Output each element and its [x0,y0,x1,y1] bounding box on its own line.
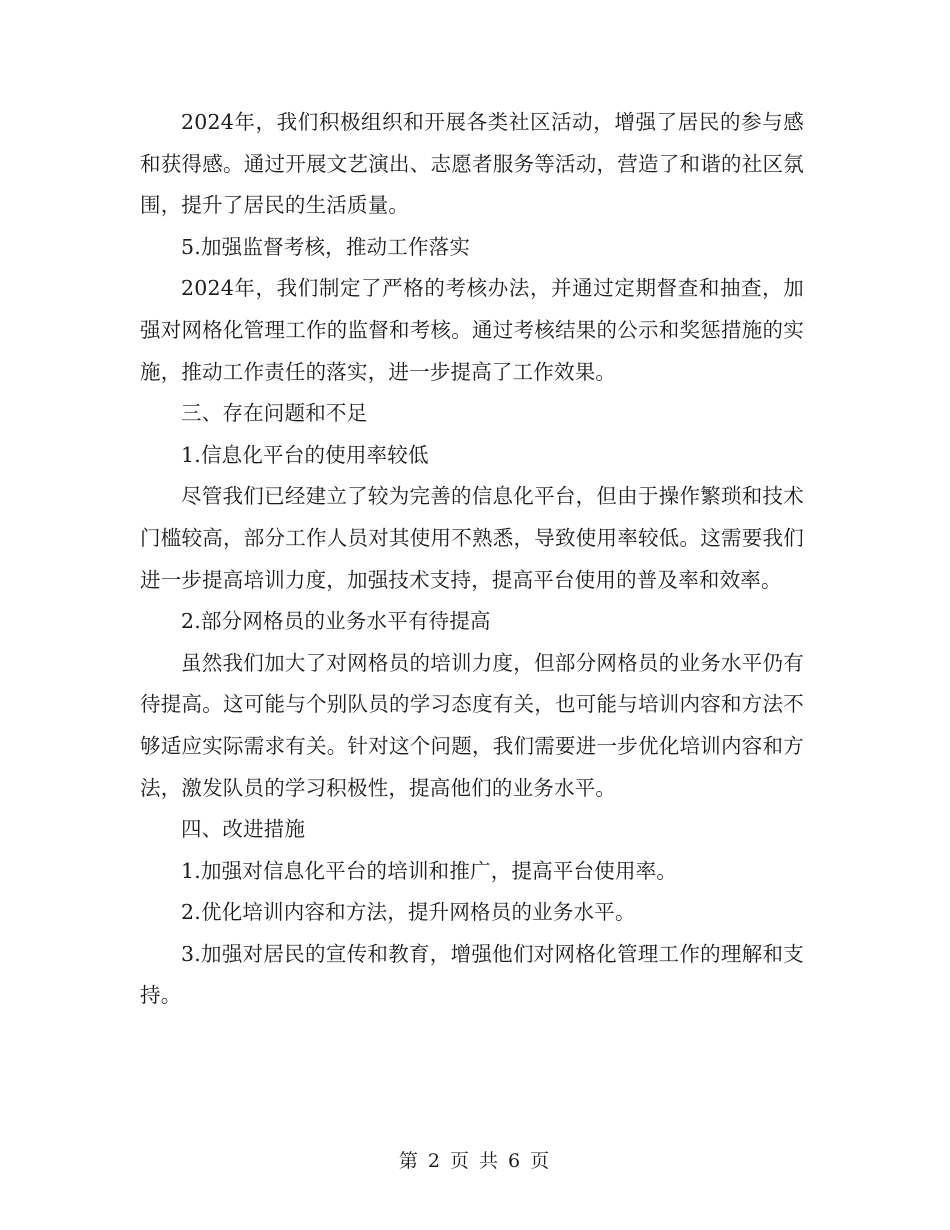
heading-staff-skills: 2.部分网格员的业务水平有待提高 [181,609,491,634]
section-heading-improvements: 四、改进措施 [181,817,306,842]
heading-platform-usage: 1.信息化平台的使用率较低 [181,442,429,467]
paragraph-supervision: 2024年，我们制定了严格的考核办法，并通过定期督查和抽查，加强对网格化管理工作的监督和考核。通过考核结果的公示和奖惩措施的实施，推动工作责任的落实，进一步提高了工作效果。 [140,276,804,384]
page-number-label: 第 2 页 共 6 页 [398,1150,552,1172]
list-item-improvement-3: 3.加强对居民的宣传和教育，增强他们对网格化管理工作的理解和支持。 [140,941,804,1008]
heading-supervision: 5.加强监督考核，推动工作落实 [181,234,471,259]
page-footer [0,1146,950,1173]
document-body [140,102,804,1017]
paragraph-activities: 2024年，我们积极组织和开展各类社区活动，增强了居民的参与感和获得感。通过开展文艺演出、志愿者服务等活动，营造了和谐的社区氛围，提升了居民的生活质量。 [140,110,804,218]
list-item-improvement-2: 2.优化培训内容和方法，提升网格员的业务水平。 [181,900,636,925]
paragraph-platform-usage: 尽管我们已经建立了较为完善的信息化平台，但由于操作繁琐和技术门槛较高，部分工作人员对其使用不熟悉，导致使用率较低。这需要我们进一步提高培训力度，加强技术支持，提高平台使用的普及率和效率。 [140,484,804,592]
section-heading-problems: 三、存在问题和不足 [181,401,368,426]
list-item-improvement-1: 1.加强对信息化平台的培训和推广，提高平台使用率。 [181,858,678,883]
paragraph-staff-skills: 虽然我们加大了对网格员的培训力度，但部分网格员的业务水平仍有待提高。这可能与个别队员的学习态度有关，也可能与培训内容和方法不够适应实际需求有关。针对这个问题，我们需要进一步优化培训内容和方法，激发队员的学习积极性，提高他们的业务水平。 [140,650,804,800]
